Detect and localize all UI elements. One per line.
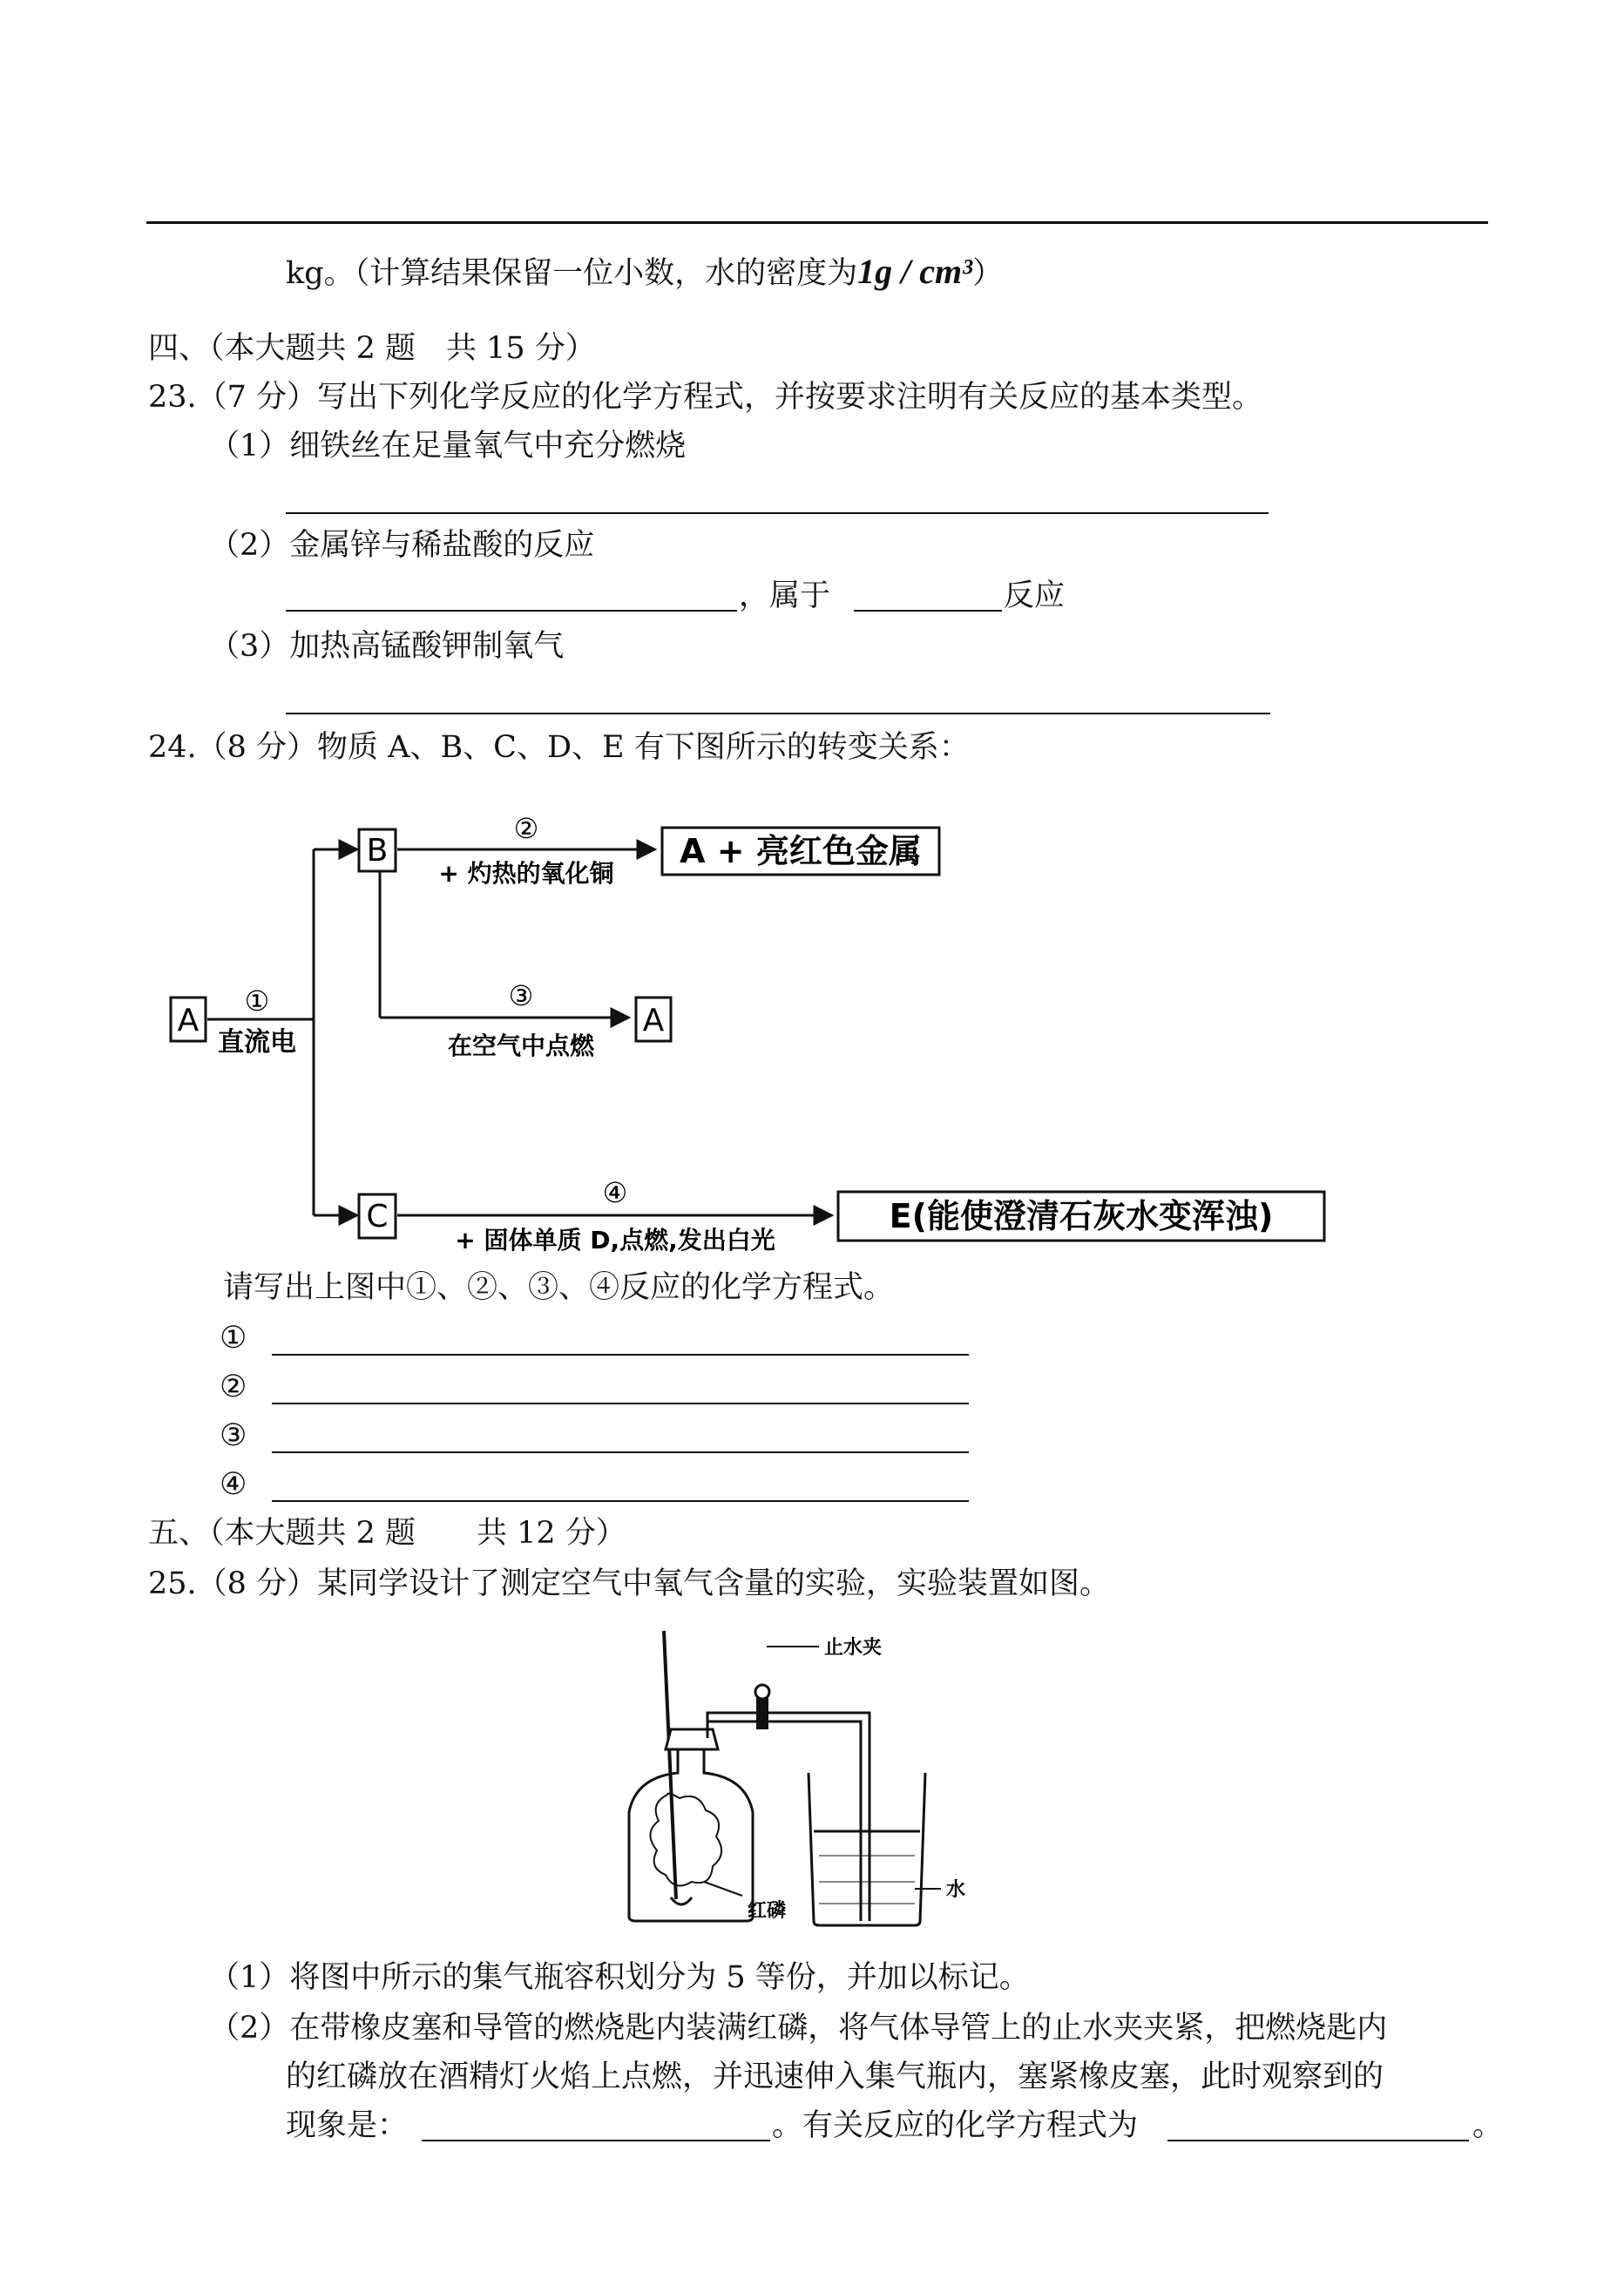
beaker [809, 1773, 925, 1925]
step2-condition: + 灼热的氧化铜 [438, 859, 614, 888]
step4-condition: + 固体单质 D,点燃,发出白光 [455, 1226, 775, 1255]
node-B-result: A + 亮红色金属 [680, 832, 922, 870]
q25-part2-line1: （2）在带橡皮塞和导管的燃烧匙内装满红磷，将气体导管上的止水夹夹紧，把燃烧匙内 [209, 2011, 1388, 2046]
step4-num: ④ [602, 1176, 628, 1209]
density-formula: 1g / cm³ [857, 252, 973, 291]
white-smoke [650, 1794, 721, 1886]
q25-part2-line3-c: 。 [1472, 2108, 1504, 2143]
label-phosphorus: 红磷 [748, 1900, 787, 1922]
step1-condition: 直流电 [218, 1027, 296, 1058]
rubber-stopper [666, 1729, 718, 1749]
q24-stem: 24.（8 分）物质 A、B、C、D、E 有下图所示的转变关系： [148, 730, 970, 765]
q24-prompt: 请写出上图中①、②、③、④反应的化学方程式。 [223, 1270, 895, 1305]
node-E: E(能使澄清石灰水变浑浊) [889, 1197, 1274, 1235]
label-water: 水 [946, 1879, 966, 1901]
q24-label-3: ③ [220, 1418, 247, 1453]
label-clamp: 止水夹 [824, 1637, 883, 1659]
q23-part3: （3）加热高锰酸钾制氧气 [209, 629, 565, 664]
gas-bottle [629, 1749, 753, 1921]
q23-reaction-label: 反应 [1004, 578, 1066, 613]
q23-stem: 23.（7 分）写出下列化学反应的化学方程式，并按要求注明有关反应的基本类型。 [148, 380, 1263, 415]
q24-label-4: ④ [220, 1467, 247, 1502]
continuation-close: ） [972, 256, 1004, 291]
section-5-heading: 五、（本大题共 2 题 共 12 分） [148, 1516, 626, 1551]
q25-part2-line3-b: 。有关反应的化学方程式为 [772, 2108, 1139, 2143]
section-4-heading: 四、（本大题共 2 题 共 15 分） [148, 331, 596, 366]
node-B: B [366, 833, 389, 869]
q25-part1: （1）将图中所示的集气瓶容积划分为 5 等份，并加以标记。 [209, 1960, 1030, 1995]
node-C: C [366, 1199, 389, 1234]
q25-phenomenon-line[interactable] [422, 2140, 770, 2141]
q23-part1: （1）细铁丝在足量氧气中充分燃烧 [209, 429, 687, 463]
q25-equation-line[interactable] [1167, 2140, 1469, 2141]
step2-num: ② [513, 812, 539, 845]
node-A: A [177, 1003, 200, 1038]
q23-part2: （2）金属锌与稀盐酸的反应 [209, 528, 595, 563]
q25-part2-line3-a: 现象是： [286, 2108, 409, 2143]
q25-part2-line2: 的红磷放在酒精灯火焰上点燃，并迅速伸入集气瓶内，塞紧橡皮塞，此时观察到的 [286, 2060, 1384, 2094]
combustion-spoon [671, 1897, 692, 1904]
step1-num: ① [244, 984, 270, 1018]
q23-belongs-label: ，属于 [739, 578, 831, 613]
glass-tube [707, 1713, 870, 1921]
q24-label-2: ② [220, 1370, 247, 1404]
q25-stem: 25.（8 分）某同学设计了测定空气中氧气含量的实验，实验装置如图。 [148, 1566, 1111, 1601]
q24-label-1: ① [220, 1321, 247, 1356]
spoon-rod [664, 1631, 676, 1899]
continuation-text: kg。（计算结果保留一位小数，水的密度为 [286, 256, 858, 291]
node-A-result: A [642, 1003, 665, 1038]
step3-condition: 在空气中点燃 [447, 1032, 595, 1060]
step3-num: ③ [508, 979, 534, 1012]
